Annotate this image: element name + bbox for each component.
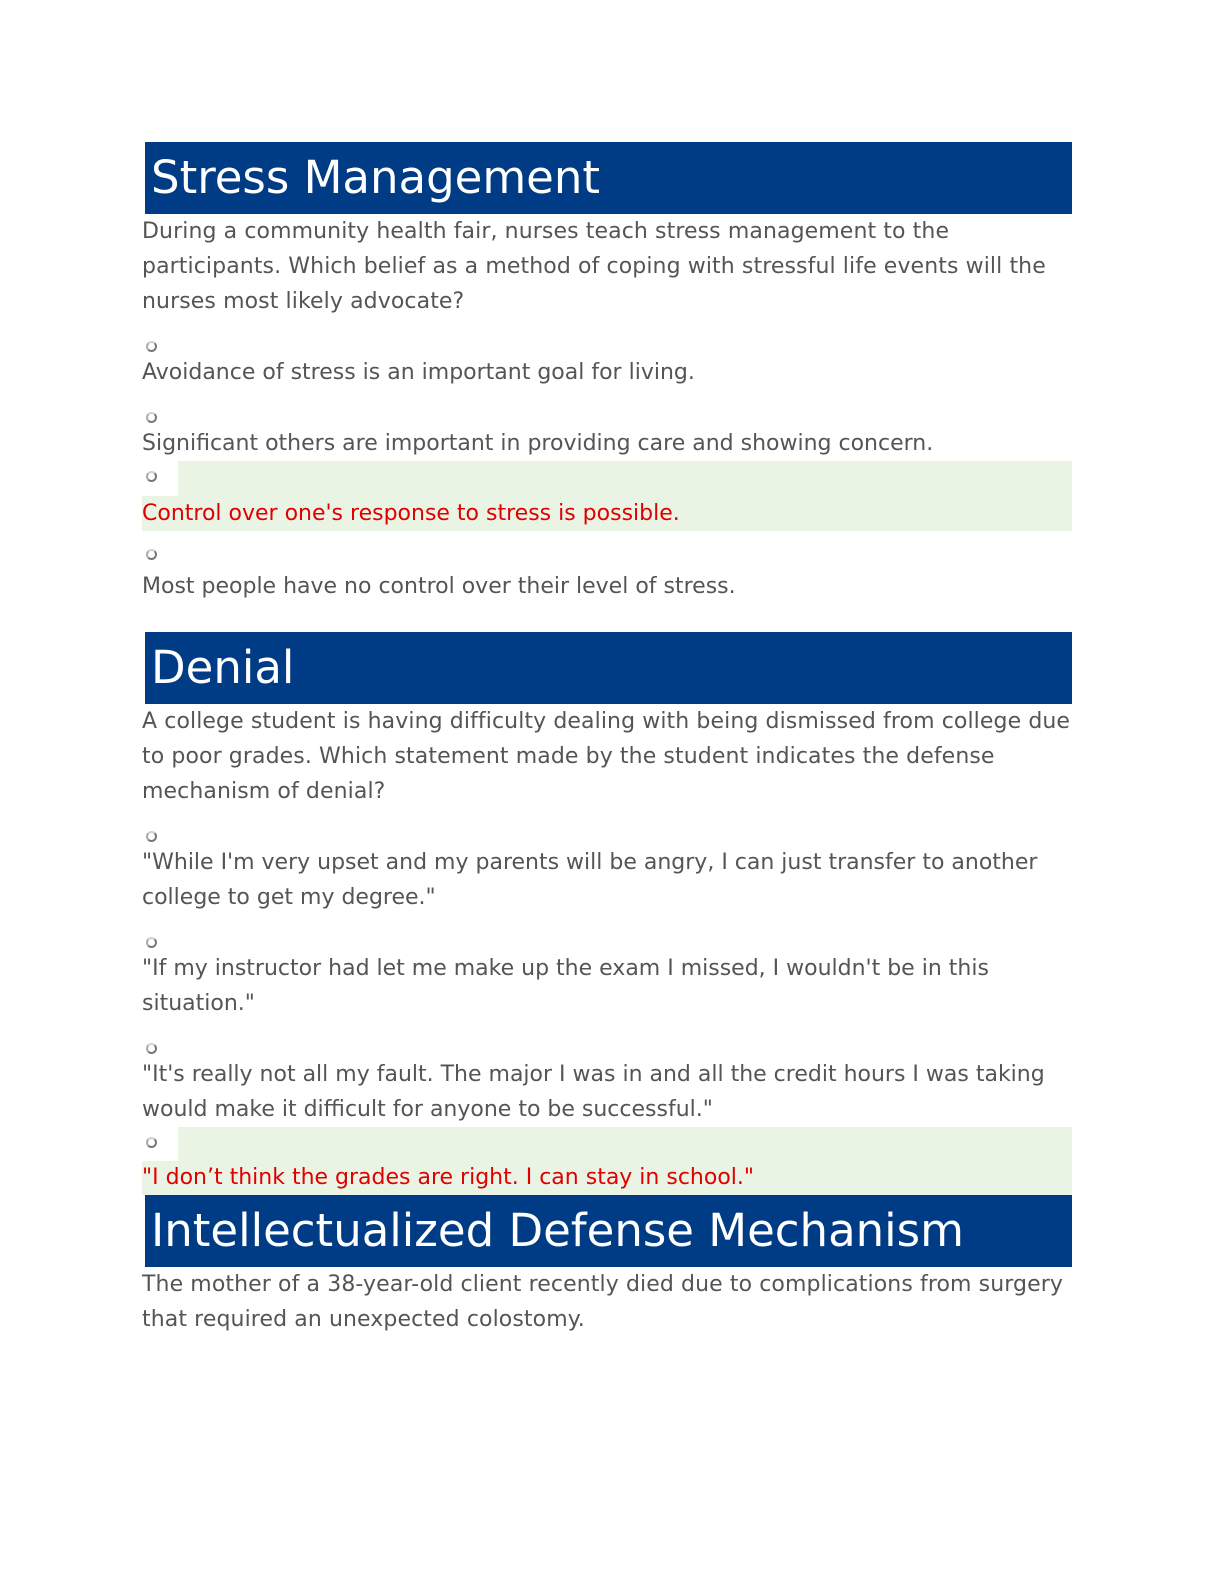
radio-icon[interactable] (146, 831, 157, 842)
section-title-denial: Denial (145, 632, 1072, 704)
radio-option-4[interactable] (142, 1127, 1072, 1161)
answer-text: Most people have no control over their level of stress. (142, 574, 736, 599)
correct-answer-text: "I don’t think the grades are right. I can stay in school." (142, 1165, 755, 1190)
document-page (142, 142, 1072, 1337)
correct-answer-text: Control over one's response to stress is possible. (142, 501, 680, 526)
radio-option-1[interactable] (142, 809, 1072, 845)
answer-text: "If my instructor had let me make up the exam I missed, I wouldn't be in this situation." (142, 956, 989, 1016)
radio-option-3[interactable] (142, 461, 1072, 496)
radio-option-2[interactable] (142, 390, 1072, 426)
answer-text: "While I'm very upset and my parents will be angry, I can just transfer to another college to get my degree." (142, 850, 1038, 910)
radio-icon[interactable] (146, 471, 157, 482)
section-title-intellectualized: Intellectualized Defense Mechanism (145, 1195, 1072, 1267)
radio-icon[interactable] (146, 1137, 157, 1148)
question-text: The mother of a 38-year-old client recently died due to complications from surgery that required an unexpected colostomy. (142, 1272, 1064, 1332)
answer-text: Significant others are important in providing care and showing concern. (142, 431, 934, 456)
correct-answer-block (142, 1127, 1072, 1195)
radio-icon[interactable] (146, 341, 157, 352)
radio-icon[interactable] (146, 1043, 157, 1054)
radio-icon[interactable] (146, 412, 157, 423)
radio-option-1[interactable] (142, 319, 1072, 355)
radio-option-2[interactable] (142, 915, 1072, 951)
question-text: A college student is having difficulty dealing with being dismissed from college due to poor grades. Which statement made by the student indicates the defense mechanism of denial? (142, 709, 1071, 804)
answer-text: Avoidance of stress is an important goal for living. (142, 360, 695, 385)
question-text: During a community health fair, nurses teach stress management to the participants. Which belief as a method of coping with stressful life events will the nurses most likely advocate? (142, 219, 1046, 314)
radio-option-4[interactable] (142, 533, 1072, 569)
radio-icon[interactable] (146, 937, 157, 948)
correct-answer-block (142, 461, 1072, 533)
section-title-stress-management: Stress Management (145, 142, 1072, 214)
radio-icon[interactable] (146, 549, 157, 560)
answer-text: "It's really not all my fault. The major I was in and all the credit hours I was taking would make it difficult for anyone to be successful." (142, 1062, 1045, 1122)
radio-option-3[interactable] (142, 1021, 1072, 1057)
